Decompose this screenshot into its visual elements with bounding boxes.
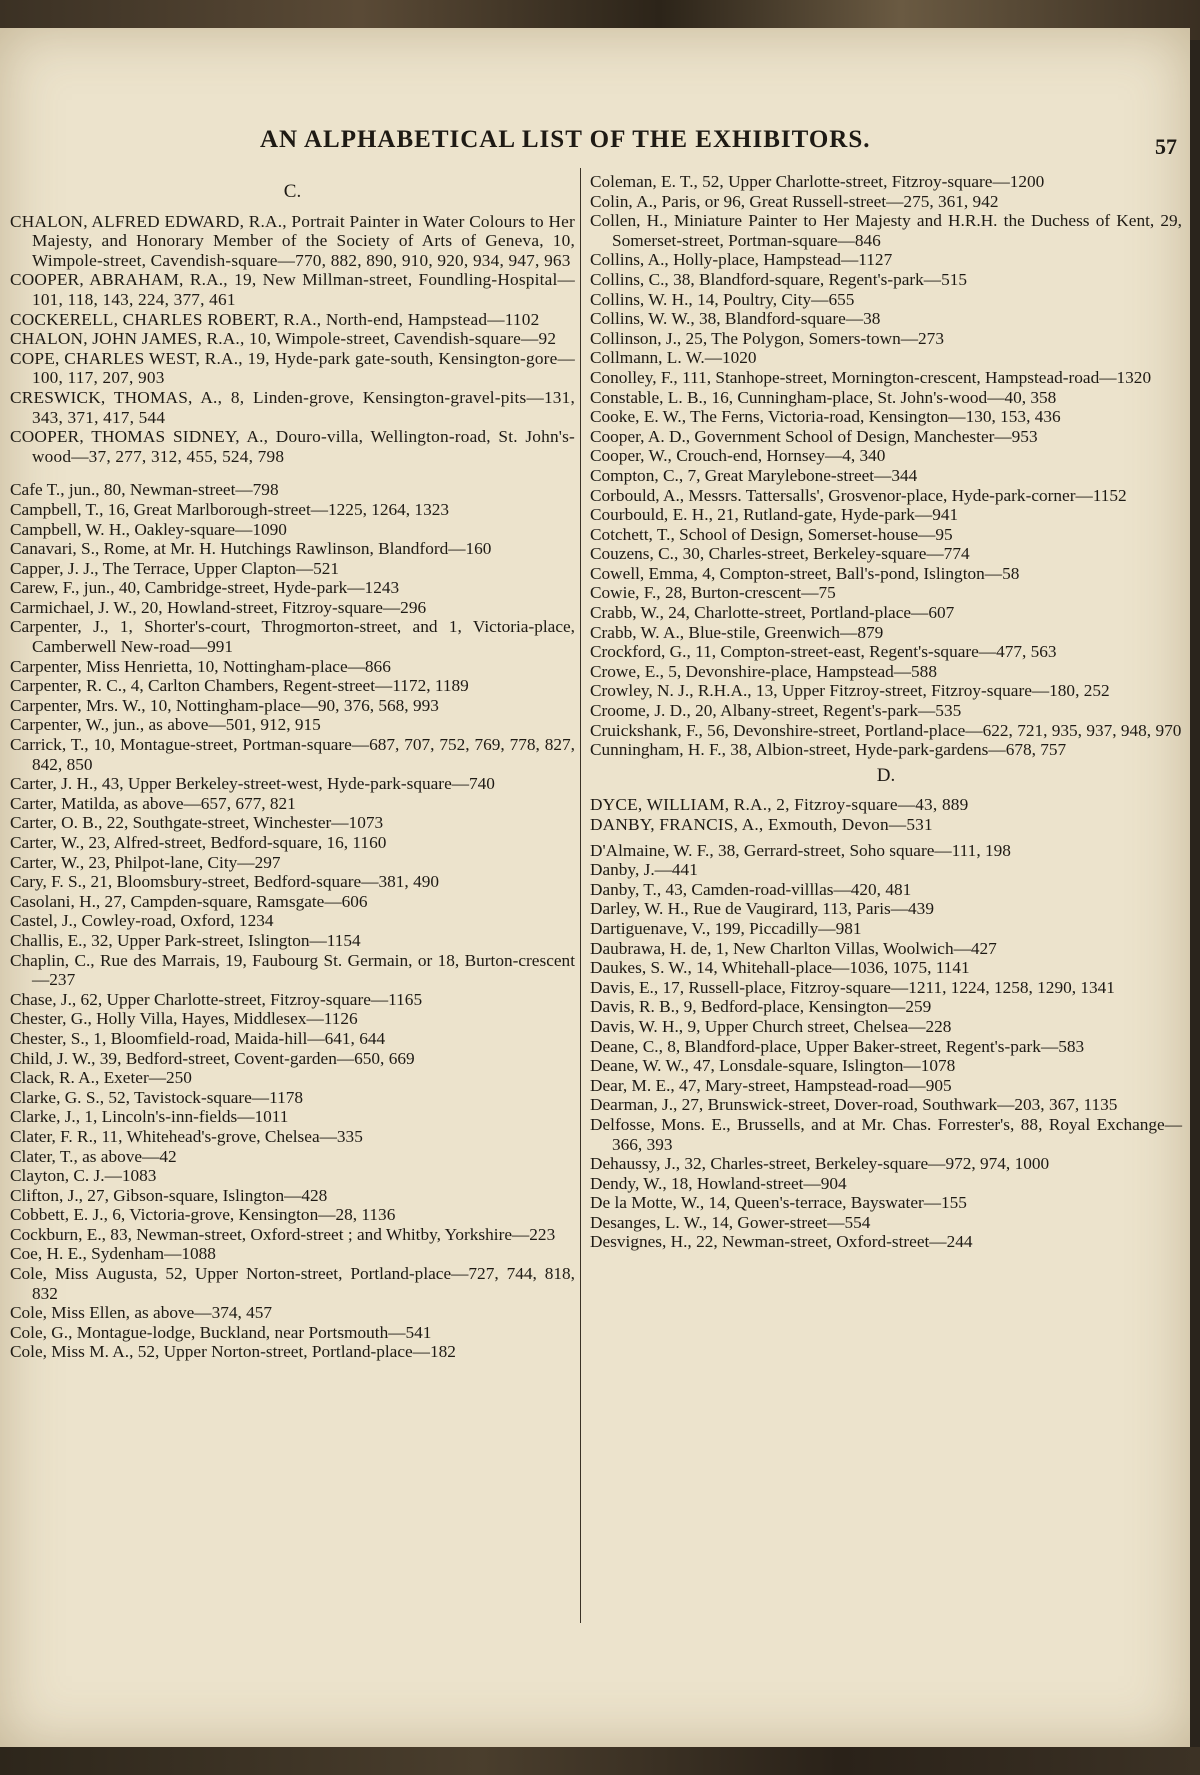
academician-entry: COOPER, THOMAS SIDNEY, A., Douro-villa, Wellington-road, St. John's-wood—37, 277, 312, 455, 524, 798 — [10, 427, 575, 466]
exhibitor-entry: Chester, G., Holly Villa, Hayes, Middlesex—1126 — [10, 1009, 358, 1029]
exhibitor-entry: Coleman, E. T., 52, Upper Charlotte-street, Fitzroy-square—1200 — [590, 172, 1045, 191]
exhibitor-entry: Cooke, E. W., The Ferns, Victoria-road, Kensington—130, 153, 436 — [590, 407, 1061, 427]
exhibitor-entry: Collins, W. W., 38, Blandford-square—38 — [590, 309, 881, 329]
exhibitor-entry: Deane, W. W., 47, Lonsdale-square, Islington—1078 — [590, 1056, 956, 1076]
exhibitor-entry: Cole, Miss Ellen, as above—374, 457 — [10, 1303, 273, 1323]
exhibitor-entry: Corbould, A., Messrs. Tattersalls', Grosvenor-place, Hyde-park-corner—1152 — [590, 485, 1127, 505]
right-column — [590, 172, 1182, 1252]
academician-entry: CHALON, JOHN JAMES, R.A., 10, Wimpole-street, Cavendish-square—92 — [10, 329, 557, 349]
academician-entry: CRESWICK, THOMAS, A., 8, Linden-grove, Kensington-gravel-pits—131, 343, 371, 417, 544 — [10, 387, 575, 427]
exhibitor-entry: Compton, C., 7, Great Marylebone-street—344 — [590, 465, 918, 485]
exhibitor-entry: Collen, H., Miniature Painter to Her Majesty and H.R.H. the Duchess of Kent, 29, Somerset-street, Portman-square—846 — [590, 211, 1182, 250]
exhibitor-entry: Child, J. W., 39, Bedford-street, Covent-garden—650, 669 — [10, 1048, 415, 1068]
exhibitor-entry: Davis, W. H., 9, Upper Church street, Chelsea—228 — [590, 1016, 952, 1036]
academician-entry: DANBY, FRANCIS, A., Exmouth, Devon—531 — [590, 815, 933, 834]
exhibitor-entry: Crabb, W. A., Blue-stile, Greenwich—879 — [590, 622, 884, 642]
exhibitor-entry: Carpenter, Miss Henrietta, 10, Nottingham-place—866 — [10, 656, 391, 676]
exhibitor-entry: Clater, F. R., 11, Whitehead's-grove, Chelsea—335 — [10, 1126, 363, 1146]
exhibitor-entry: Conolley, F., 111, Stanhope-street, Mornington-crescent, Hampstead-road—1320 — [590, 367, 1152, 387]
exhibitor-list-c-continued — [590, 172, 1182, 760]
exhibitor-entry: Carpenter, W., jun., as above—501, 912, 915 — [10, 715, 321, 735]
exhibitor-entry: Clifton, J., 27, Gibson-square, Islington—428 — [10, 1185, 328, 1205]
exhibitor-entry: Dearman, J., 27, Brunswick-street, Dover-road, Southwark—203, 367, 1135 — [590, 1095, 1118, 1115]
exhibitor-entry: Challis, E., 32, Upper Park-street, Islington—1154 — [10, 930, 361, 950]
exhibitor-entry: Cowie, F., 28, Burton-crescent—75 — [590, 583, 836, 603]
exhibitor-entry: Constable, L. B., 16, Cunningham-place, St. John's-wood—40, 358 — [590, 387, 1057, 407]
exhibitor-entry: Danby, T., 43, Camden-road-villlas—420, 481 — [590, 879, 912, 899]
exhibitor-entry: Carter, J. H., 43, Upper Berkeley-street-west, Hyde-park-square—740 — [10, 774, 495, 794]
exhibitor-entry: Dehaussy, J., 32, Charles-street, Berkeley-square—972, 974, 1000 — [590, 1154, 1050, 1174]
exhibitor-entry: Collinson, J., 25, The Polygon, Somers-town—273 — [590, 328, 944, 348]
exhibitor-entry: Castel, J., Cowley-road, Oxford, 1234 — [10, 911, 274, 931]
exhibitor-entry: Cole, Miss Augusta, 52, Upper Norton-street, Portland-place—727, 744, 818, 832 — [10, 1264, 575, 1303]
exhibitor-entry: Chase, J., 62, Upper Charlotte-street, Fitzroy-square—1165 — [10, 989, 423, 1009]
exhibitor-entry: Carpenter, Mrs. W., 10, Nottingham-place—90, 376, 568, 993 — [10, 695, 439, 715]
exhibitor-entry: Courbould, E. H., 21, Rutland-gate, Hyde-park—941 — [590, 505, 959, 525]
exhibitor-entry: Danby, J.—441 — [590, 860, 698, 880]
exhibitor-entry: Daukes, S. W., 14, Whitehall-place—1036, 1075, 1141 — [590, 958, 970, 978]
exhibitor-entry: Delfosse, Mons. E., Brussells, and at Mr. Chas. Forrester's, 88, Royal Exchange—366, 393 — [590, 1114, 1182, 1154]
exhibitor-entry: De la Motte, W., 14, Queen's-terrace, Bayswater—155 — [590, 1193, 967, 1213]
exhibitor-entry: Daubrawa, H. de, 1, New Charlton Villas, Woolwich—427 — [590, 938, 997, 958]
exhibitor-entry: Canavari, S., Rome, at Mr. H. Hutchings Rawlinson, Blandford—160 — [10, 539, 492, 559]
exhibitor-entry: Campbell, W. H., Oakley-square—1090 — [10, 519, 287, 539]
exhibitor-entry: Carrick, T., 10, Montague-street, Portman-square—687, 707, 752, 769, 778, 827, 842, 850 — [10, 735, 575, 774]
exhibitor-entry: Cole, G., Montague-lodge, Buckland, near Portsmouth—541 — [10, 1322, 432, 1342]
exhibitor-entry: Cole, Miss M. A., 52, Upper Norton-street, Portland-place—182 — [10, 1342, 456, 1362]
section-letter-d: D. — [876, 764, 896, 786]
academician-entry: COPE, CHARLES WEST, R.A., 19, Hyde-park gate-south, Kensington-gore—100, 117, 207, 903 — [10, 348, 575, 388]
exhibitor-entry: Collins, W. H., 14, Poultry, City—655 — [590, 289, 855, 309]
exhibitor-entry: Davis, R. B., 9, Bedford-place, Kensington—259 — [590, 997, 932, 1017]
exhibitor-entry: Crowley, N. J., R.H.A., 13, Upper Fitzroy-street, Fitzroy-square—180, 252 — [590, 681, 1110, 701]
exhibitor-entry: Couzens, C., 30, Charles-street, Berkeley-square—774 — [590, 544, 970, 564]
exhibitor-entry: Chester, S., 1, Bloomfield-road, Maida-hill—641, 644 — [10, 1028, 386, 1048]
exhibitor-entry: Croome, J. D., 20, Albany-street, Regent's-park—535 — [590, 701, 962, 721]
exhibitor-entry: Cotchett, T., School of Design, Somerset-house—95 — [590, 524, 953, 544]
exhibitor-entry: D'Almaine, W. F., 38, Gerrard-street, Soho square—111, 198 — [590, 840, 1011, 860]
exhibitor-entry: Carter, W., 23, Philpot-lane, City—297 — [10, 852, 281, 872]
column-divider — [580, 168, 581, 1623]
exhibitor-entry: Desanges, L. W., 14, Gower-street—554 — [590, 1212, 871, 1232]
page-number: 57 — [1155, 134, 1177, 159]
exhibitor-entry: Crockford, G., 11, Compton-street-east, Regent's-square—477, 563 — [590, 642, 1057, 662]
exhibitor-entry: Cunningham, H. F., 38, Albion-street, Hyde-park-gardens—678, 757 — [590, 740, 1067, 760]
exhibitor-entry: Collmann, L. W.—1020 — [590, 348, 757, 368]
exhibitor-entry: Cobbett, E. J., 6, Victoria-grove, Kensington—28, 1136 — [10, 1205, 396, 1225]
exhibitor-entry: Chaplin, C., Rue des Marrais, 19, Faubourg St. Germain, or 18, Burton-crescent—237 — [10, 950, 575, 990]
academician-entry: CHALON, ALFRED EDWARD, R.A., Portrait Painter in Water Colours to Her Majesty, and Honorary Member of the Society of Arts of Geneva, 10, Wimpole-street, Cavendish-square—770, 882, 890, 910, 920, 934, 947, 963 — [10, 211, 575, 270]
exhibitor-entry: Carew, F., jun., 40, Cambridge-street, Hyde-park—1243 — [10, 578, 400, 598]
exhibitor-entry: Casolani, H., 27, Campden-square, Ramsgate—606 — [10, 891, 368, 911]
exhibitor-entry: Carter, O. B., 22, Southgate-street, Winchester—1073 — [10, 813, 384, 833]
exhibitor-entry: Desvignes, H., 22, Newman-street, Oxford-street—244 — [590, 1232, 973, 1252]
exhibitor-entry: Davis, E., 17, Russell-place, Fitzroy-square—1211, 1224, 1258, 1290, 1341 — [590, 977, 1115, 997]
exhibitor-entry: Colin, A., Paris, or 96, Great Russell-street—275, 361, 942 — [590, 191, 999, 211]
page-title: AN ALPHABETICAL LIST OF THE EXHIBITORS. — [260, 126, 871, 153]
exhibitor-entry: Carter, W., 23, Alfred-street, Bedford-square, 16, 1160 — [10, 833, 387, 852]
left-column — [10, 182, 575, 1362]
section-letter-c: C. — [283, 181, 302, 202]
exhibitor-entry: Cockburn, E., 83, Newman-street, Oxford-street ; and Whitby, Yorkshire—223 — [10, 1224, 556, 1244]
exhibitor-entry: Collins, A., Holly-place, Hampstead—1127 — [590, 250, 893, 270]
exhibitor-entry: Crowe, E., 5, Devonshire-place, Hampstead—588 — [590, 661, 937, 681]
exhibitor-entry: Clarke, J., 1, Lincoln's-inn-fields—1011 — [10, 1107, 289, 1127]
exhibitor-entry: Clater, T., as above—42 — [10, 1146, 177, 1166]
academician-list-d — [590, 795, 1182, 834]
bottom-page-edge — [0, 1747, 1200, 1775]
exhibitor-entry: Carpenter, J., 1, Shorter's-court, Throgmorton-street, and 1, Victoria-place, Camberwell New-road—991 — [10, 617, 575, 657]
exhibitor-entry: Cruickshank, F., 56, Devonshire-street, Portland-place—622, 721, 935, 937, 948, 970 — [590, 720, 1182, 740]
exhibitor-entry: Cooper, A. D., Government School of Design, Manchester—953 — [590, 426, 1038, 446]
exhibitor-entry: Dendy, W., 18, Howland-street—904 — [590, 1173, 847, 1193]
exhibitor-entry: Cooper, W., Crouch-end, Hornsey—4, 340 — [590, 446, 886, 466]
exhibitor-entry: Cafe T., jun., 80, Newman-street—798 — [10, 480, 279, 500]
exhibitor-entry: Cary, F. S., 21, Bloomsbury-street, Bedford-square—381, 490 — [10, 872, 439, 892]
exhibitor-entry: Clack, R. A., Exeter—250 — [10, 1068, 192, 1088]
exhibitor-entry: Deane, C., 8, Blandford-place, Upper Baker-street, Regent's-park—583 — [590, 1036, 1085, 1056]
exhibitor-list-d — [590, 841, 1182, 1252]
exhibitor-entry: Dear, M. E., 47, Mary-street, Hampstead-road—905 — [590, 1075, 952, 1095]
academician-entry: COCKERELL, CHARLES ROBERT, R.A., North-end, Hampstead—1102 — [10, 309, 540, 329]
academician-list-c — [10, 212, 575, 467]
exhibitor-entry: Campbell, T., 16, Great Marlborough-street—1225, 1264, 1323 — [10, 499, 449, 519]
exhibitor-entry: Darley, W. H., Rue de Vaugirard, 113, Paris—439 — [590, 899, 934, 919]
exhibitor-entry: Capper, J. J., The Terrace, Upper Clapton—521 — [10, 558, 340, 578]
exhibitor-entry: Cowell, Emma, 4, Compton-street, Ball's-pond, Islington—58 — [590, 563, 1020, 583]
exhibitor-list-c — [10, 480, 575, 1362]
exhibitor-entry: Clayton, C. J.—1083 — [10, 1166, 157, 1186]
exhibitor-entry: Coe, H. E., Sydenham—1088 — [10, 1244, 216, 1264]
exhibitor-entry: Crabb, W., 24, Charlotte-street, Portland-place—607 — [590, 603, 955, 623]
exhibitor-entry: Carter, Matilda, as above—657, 677, 821 — [10, 793, 296, 813]
exhibitor-entry: Dartiguenave, V., 199, Piccadilly—981 — [590, 918, 862, 938]
academician-entry: COOPER, ABRAHAM, R.A., 19, New Millman-street, Foundling-Hospital—101, 118, 143, 224, 377, 461 — [10, 270, 575, 309]
exhibitor-entry: Clarke, G. S., 52, Tavistock-square—1178 — [10, 1087, 304, 1107]
exhibitor-entry: Carmichael, J. W., 20, Howland-street, Fitzroy-square—296 — [10, 597, 427, 617]
academician-entry: DYCE, WILLIAM, R.A., 2, Fitzroy-square—43, 889 — [590, 795, 969, 815]
exhibitor-entry: Collins, C., 38, Blandford-square, Regent's-park—515 — [590, 269, 968, 289]
exhibitor-entry: Carpenter, R. C., 4, Carlton Chambers, Regent-street—1172, 1189 — [10, 676, 469, 696]
